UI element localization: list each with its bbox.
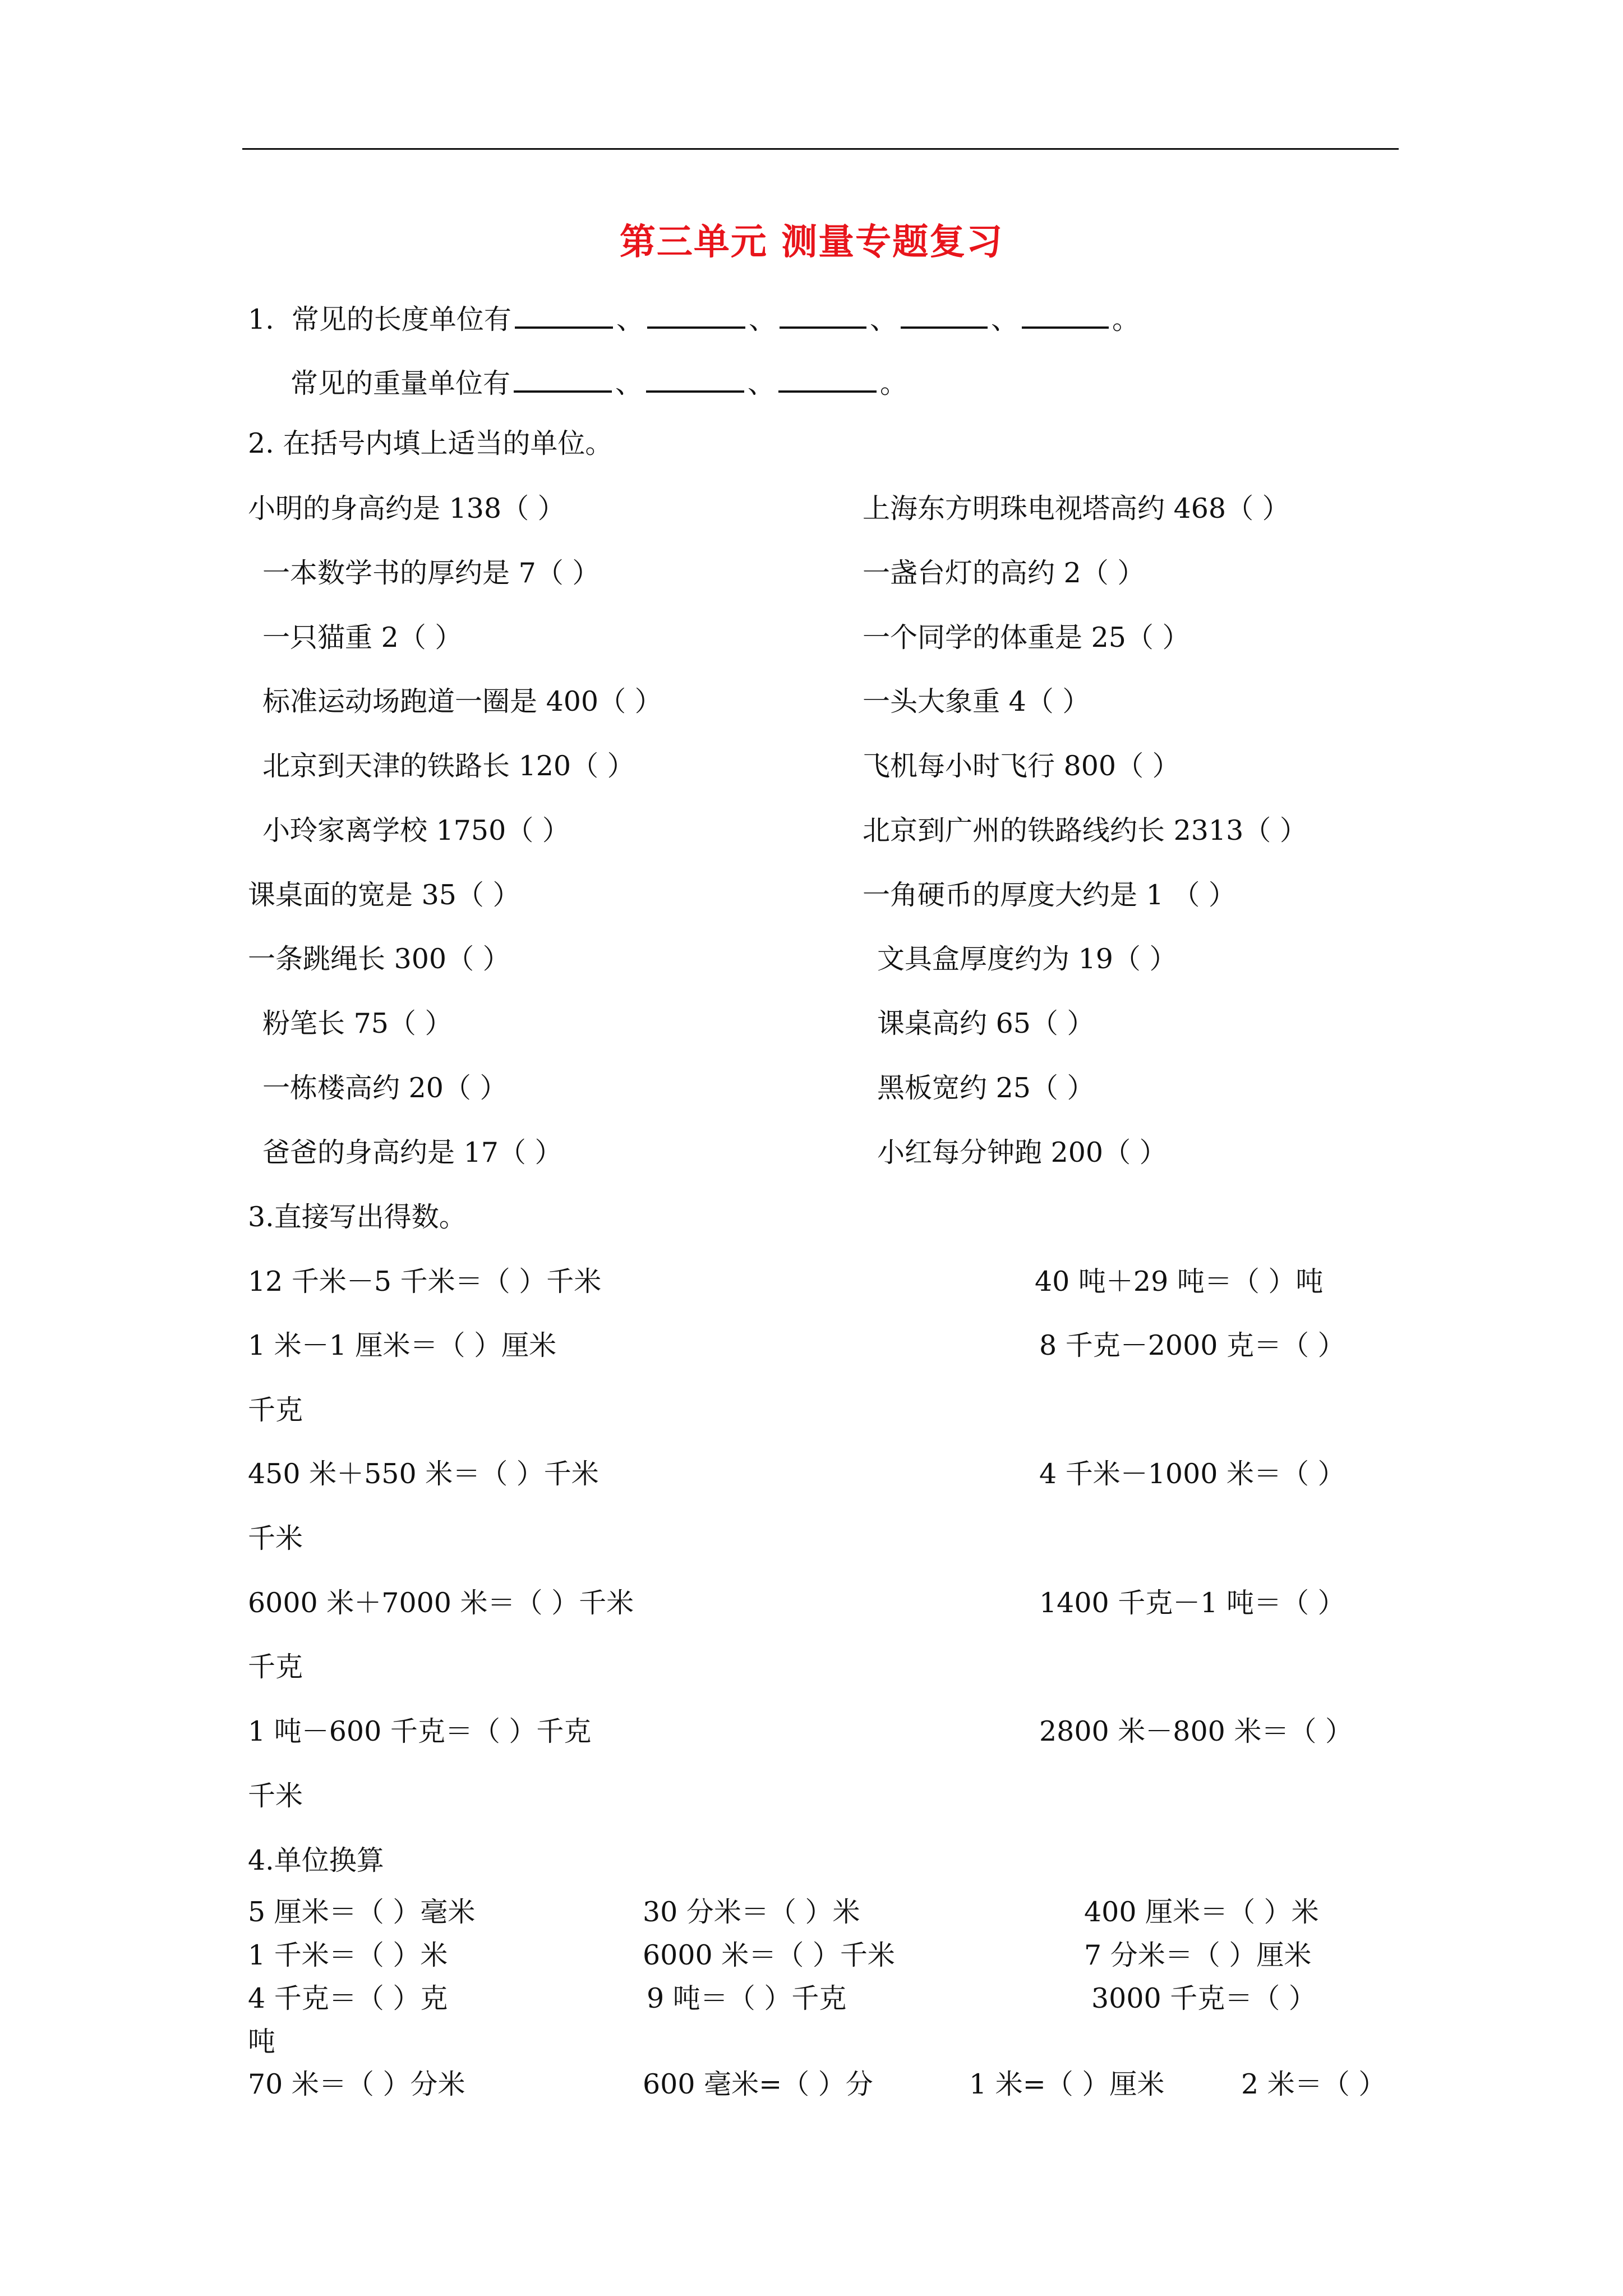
q3-item: 2800 米－800 米＝（ ） bbox=[1039, 1715, 1353, 1747]
q1-line-1 bbox=[248, 302, 1140, 333]
q4-item: 2 米＝（ ） bbox=[1241, 2068, 1386, 2100]
q3-item: 千米 bbox=[248, 1780, 303, 1812]
q4-item: 1 千米＝（ ）米 bbox=[248, 1939, 448, 1971]
q2-item: 北京到广州的铁路线约长 2313（ ） bbox=[863, 815, 1307, 846]
q4-item: 400 厘米＝（ ）米 bbox=[1084, 1896, 1319, 1928]
q2-item: 课桌高约 65（ ） bbox=[877, 1007, 1095, 1039]
q1-label: 1. bbox=[248, 303, 274, 335]
separator: 、 bbox=[869, 303, 897, 335]
q3-item: 1400 千克－1 吨＝（ ） bbox=[1039, 1587, 1345, 1619]
q3-item: 千克 bbox=[248, 1394, 303, 1426]
header-rule bbox=[242, 148, 1399, 150]
q2-item: 北京到天津的铁路长 120（ ） bbox=[262, 750, 635, 782]
q2-item: 黑板宽约 25（ ） bbox=[877, 1072, 1095, 1104]
q4-item: 7 分米＝（ ）厘米 bbox=[1084, 1939, 1312, 1971]
q2-item: 一只猫重 2（ ） bbox=[262, 622, 463, 654]
q2-item: 小红每分钟跑 200（ ） bbox=[877, 1137, 1167, 1168]
q3-item: 4 千米－1000 米＝（ ） bbox=[1039, 1458, 1345, 1490]
blank[interactable] bbox=[647, 302, 745, 329]
q3-item: 12 千米－5 千米＝（ ）千米 bbox=[248, 1266, 602, 1297]
q4-item: 9 吨＝（ ）千克 bbox=[647, 1982, 847, 2014]
separator: 、 bbox=[748, 303, 776, 335]
q2-item: 一角硬币的厚度大约是 1 （ ） bbox=[863, 879, 1236, 911]
q2-item: 文具盒厚度约为 19（ ） bbox=[877, 943, 1177, 975]
separator: 、 bbox=[616, 303, 644, 335]
blank[interactable] bbox=[1022, 302, 1109, 329]
blank[interactable] bbox=[514, 366, 612, 393]
q2-item: 爸爸的身高约是 17（ ） bbox=[262, 1137, 562, 1168]
q3-item: 40 吨＋29 吨＝（ ）吨 bbox=[1035, 1266, 1324, 1297]
blank[interactable] bbox=[901, 302, 988, 329]
q3-item: 1 米－1 厘米＝（ ）厘米 bbox=[248, 1329, 557, 1361]
separator: 、 bbox=[748, 367, 776, 399]
q4-item: 1 米=（ ）厘米 bbox=[969, 2068, 1165, 2100]
q4-item: 4 千克＝（ ）克 bbox=[248, 1982, 448, 2014]
q2-item: 一盏台灯的高约 2（ ） bbox=[863, 557, 1145, 589]
q3-item: 6000 米＋7000 米＝（ ）千米 bbox=[248, 1587, 634, 1619]
q3-item: 1 吨－600 千克＝（ ）千克 bbox=[248, 1715, 592, 1747]
q2-item: 飞机每小时飞行 800（ ） bbox=[863, 750, 1180, 782]
q2-item: 一本数学书的厚约是 7（ ） bbox=[262, 557, 600, 589]
page-title: 第三单元 测量专题复习 bbox=[619, 221, 1004, 263]
period: 。 bbox=[1112, 303, 1140, 335]
q4-item: 3000 千克＝（ ） bbox=[1091, 1982, 1316, 2014]
q4-heading: 4.单位换算 bbox=[248, 1844, 384, 1876]
q2-item: 一头大象重 4（ ） bbox=[863, 685, 1090, 717]
q4-item: 吨 bbox=[248, 2026, 276, 2058]
q2-heading: 2. 在括号内填上适当的单位。 bbox=[248, 427, 613, 459]
q4-item: 30 分米＝（ ）米 bbox=[643, 1896, 860, 1928]
blank[interactable] bbox=[778, 366, 877, 393]
blank[interactable] bbox=[780, 302, 866, 329]
separator: 、 bbox=[615, 367, 643, 399]
period: 。 bbox=[880, 367, 908, 399]
q2-item: 一栋楼高约 20（ ） bbox=[262, 1072, 508, 1104]
blank[interactable] bbox=[646, 366, 744, 393]
q1-weight-lead: 常见的重量单位有 bbox=[291, 367, 511, 399]
q1-length-lead: 常见的长度单位有 bbox=[291, 303, 511, 335]
q4-item: 70 米＝（ ）分米 bbox=[248, 2068, 465, 2100]
q2-item: 标准运动场跑道一圈是 400（ ） bbox=[262, 685, 662, 717]
q3-item: 千米 bbox=[248, 1522, 303, 1554]
q4-item: 5 厘米＝（ ）毫米 bbox=[248, 1896, 476, 1928]
blank[interactable] bbox=[515, 302, 613, 329]
q2-item: 课桌面的宽是 35（ ） bbox=[248, 879, 520, 911]
q4-item: 6000 米＝（ ）千米 bbox=[643, 1939, 895, 1971]
q2-item: 小明的身高约是 138（ ） bbox=[248, 493, 565, 524]
q3-item: 千克 bbox=[248, 1651, 303, 1683]
q2-item: 小玲家离学校 1750（ ） bbox=[262, 815, 570, 846]
q4-item: 600 毫米=（ ）分 bbox=[643, 2068, 873, 2100]
q3-heading: 3.直接写出得数。 bbox=[248, 1201, 467, 1233]
separator: 、 bbox=[990, 303, 1018, 335]
q2-item: 粉笔长 75（ ） bbox=[262, 1007, 453, 1039]
q3-item: 450 米＋550 米＝（ ）千米 bbox=[248, 1458, 599, 1490]
q2-item: 一条跳绳长 300（ ） bbox=[248, 943, 510, 975]
q2-item: 上海东方明珠电视塔高约 468（ ） bbox=[863, 493, 1290, 524]
q2-item: 一个同学的体重是 25（ ） bbox=[863, 622, 1190, 654]
q3-item: 8 千克－2000 克＝（ ） bbox=[1039, 1329, 1345, 1361]
q1-line-2 bbox=[291, 366, 907, 397]
